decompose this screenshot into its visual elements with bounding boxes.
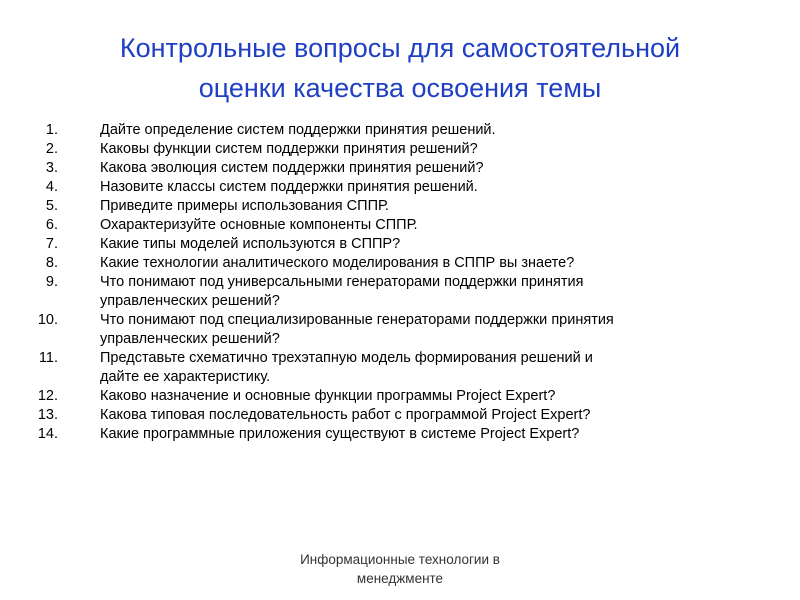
question-number: 12. [37,388,58,404]
question-text-line: Какие типы моделей используются в СППР? [100,236,401,252]
question-text-line: Каково назначение и основные функции программы Project Expert? [100,388,556,404]
footer-line: Информационные технологии в [300,552,500,567]
question-number: 7. [45,236,58,252]
question-text-line: Что понимают под универсальными генераторами поддержки принятия [100,274,584,290]
question-number: 9. [45,274,58,290]
question-item [0,273,800,311]
question-text-line: Приведите примеры использования СППР. [100,198,389,214]
question-text [100,216,740,235]
question-number: 3. [45,160,58,176]
question-text-line: Охарактеризуйте основные компоненты СППР. [100,217,418,233]
question-text [100,387,740,406]
question-item [0,311,800,349]
question-text-line: Что понимают под специализированные генераторами поддержки принятия [100,312,614,328]
question-number: 8. [45,255,58,271]
slide-title-line: оценки качества освоения темы [198,73,602,103]
questions-list [0,121,800,444]
question-number: 6. [45,217,58,233]
question-item [0,121,800,140]
question-text [100,425,740,444]
question-number: 10. [37,312,58,328]
question-item [0,425,800,444]
slide-title [40,28,760,108]
question-text [100,254,740,273]
question-number: 2. [45,141,58,157]
question-number: 11. [38,350,58,366]
question-text-line: управленческих решений? [100,293,280,309]
question-number: 13. [37,407,58,423]
question-item [0,197,800,216]
question-item [0,178,800,197]
question-text-line: Дайте определение систем поддержки принятия решений. [100,122,496,138]
question-number: 1. [45,122,58,138]
question-text [100,178,740,197]
question-text [100,311,740,349]
question-number: 5. [45,198,58,214]
question-item [0,159,800,178]
question-number: 14. [37,426,58,442]
question-text-line: Какова эволюция систем поддержки принятия решений? [100,160,484,176]
question-text [100,406,740,425]
question-text-line: Какова типовая последовательность работ с программой Project Expert? [100,407,591,423]
question-text [100,349,740,387]
question-text [100,235,740,254]
question-item [0,254,800,273]
question-text [100,121,740,140]
question-number: 4. [45,179,58,195]
question-item [0,235,800,254]
question-item [0,406,800,425]
question-text [100,159,740,178]
slide-footer [200,550,600,588]
question-item [0,140,800,159]
question-text [100,273,740,311]
question-text-line: Какие технологии аналитического моделирования в СППР вы знаете? [100,255,575,271]
question-text [100,197,740,216]
footer-line: менеджменте [356,571,444,586]
question-text-line: управленческих решений? [100,331,280,347]
question-text-line: Каковы функции систем поддержки принятия решений? [100,141,478,157]
question-text-line: Назовите классы систем поддержки принятия решений. [100,179,478,195]
slide-title-line: Контрольные вопросы для самостоятельной [119,33,681,63]
question-item [0,387,800,406]
question-item [0,349,800,387]
question-text-line: дайте ее характеристику. [100,369,271,385]
question-text-line: Какие программные приложения существуют в системе Project Expert? [100,426,580,442]
question-item [0,216,800,235]
question-text [100,140,740,159]
question-text-line: Представьте схематично трехэтапную модель формирования решений и [100,350,593,366]
